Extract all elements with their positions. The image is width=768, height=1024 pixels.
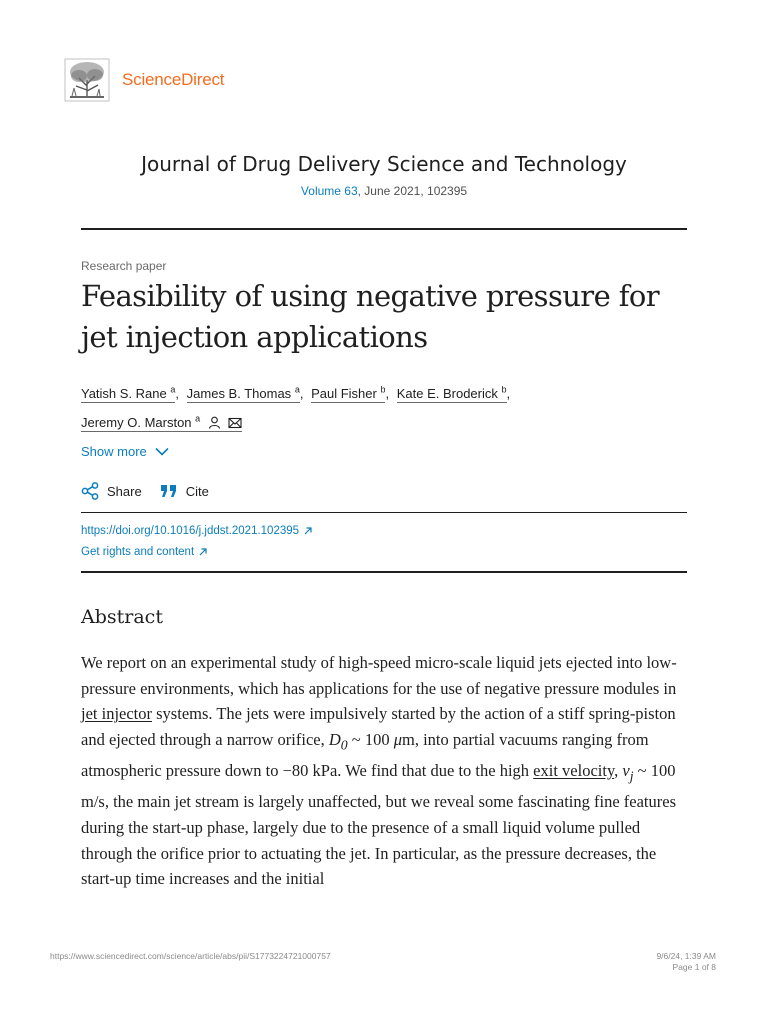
- external-link-icon: [199, 548, 207, 556]
- author-list: Yatish S. Rane $^a$, James B. Thomas $^a$, Paul Fisher $^b$, Kate E. Broderick $^b$, Jeremy O. Marston $^a$: [81, 385, 511, 430]
- math-d0: $D_0$: [328, 730, 348, 753]
- volume-info: [0, 184, 768, 198]
- author-link[interactable]: Jeremy O. Marston $^a$: [81, 415, 242, 432]
- doi-link[interactable]: https://doi.org/10.1016/j.jddst.2021.102395: [81, 525, 312, 537]
- footer-meta: [656, 951, 716, 973]
- term-link-jet-injector[interactable]: jet injector: [81, 704, 153, 724]
- article-actions: [81, 482, 227, 500]
- actions-divider: [81, 512, 687, 513]
- rights-link[interactable]: Get rights and content: [81, 546, 207, 558]
- footer-datetime: 9/6/24, 1:39 AM: [656, 951, 716, 961]
- author-link[interactable]: James B. Thomas $^a$: [186, 385, 300, 402]
- person-icon: [208, 416, 221, 429]
- top-divider: [81, 228, 687, 230]
- chevron-down-icon: [155, 447, 169, 456]
- journal-title[interactable]: Journal of Drug Delivery Science and Technology: [141, 152, 627, 176]
- cite-button[interactable]: Cite: [160, 483, 209, 499]
- footer-url: https://www.sciencedirect.com/science/article/abs/pii/S1773224721000757: [50, 951, 331, 961]
- site-header: [64, 58, 224, 102]
- author-link[interactable]: Yatish S. Rane $^a$: [81, 385, 176, 402]
- abstract-heading: Abstract: [81, 606, 163, 628]
- article-type: Research paper: [81, 259, 167, 273]
- brand-name[interactable]: ScienceDirect: [122, 70, 225, 89]
- math-vj: $v_j$: [622, 761, 634, 784]
- volume-link[interactable]: Volume 63: [300, 184, 358, 198]
- footer-page-number: Page 1 of 8: [672, 962, 716, 972]
- metadata-divider: [81, 571, 687, 573]
- show-more-button[interactable]: Show more: [81, 444, 169, 459]
- author-link[interactable]: Paul Fisher $^b$: [311, 385, 386, 402]
- share-icon: [81, 482, 99, 500]
- article-title: Feasibility of using negative pressure for jet injection applications: [81, 279, 660, 354]
- term-link-exit-velocity[interactable]: exit velocity: [533, 761, 615, 781]
- issue-info: , June 2021, 102395: [357, 184, 468, 198]
- elsevier-tree-icon[interactable]: [64, 58, 110, 102]
- email-icon: [228, 417, 242, 429]
- quote-icon: [160, 483, 178, 499]
- author-link[interactable]: Kate E. Broderick $^b$: [396, 385, 507, 402]
- abstract-paragraph: We report on an experimental study of high-speed micro-scale liquid jets ejected into low-pressure environments, which has applications for the use of negative pressure modules in jet injector systems. The jets were impulsively started by the action of a stiff spring-piston and ejected through a narrow orifice, $D_0$ ~ 100 μm, into partial vacuums ranging from atmospheric pressure down to −80 kPa. We find that due to the high exit velocity, $v_j$ ~ 100 m/s, the main jet stream is largely unaffected, but we reveal some fascinating fine features during the start-up phase, largely due to the presence of a small liquid volume pulled through the orifice prior to actuating the jet. In particular, as the pressure decreases, the start-up time increases and the initial: [81, 653, 677, 889]
- external-link-icon: [304, 527, 312, 535]
- share-button[interactable]: Share: [81, 482, 142, 500]
